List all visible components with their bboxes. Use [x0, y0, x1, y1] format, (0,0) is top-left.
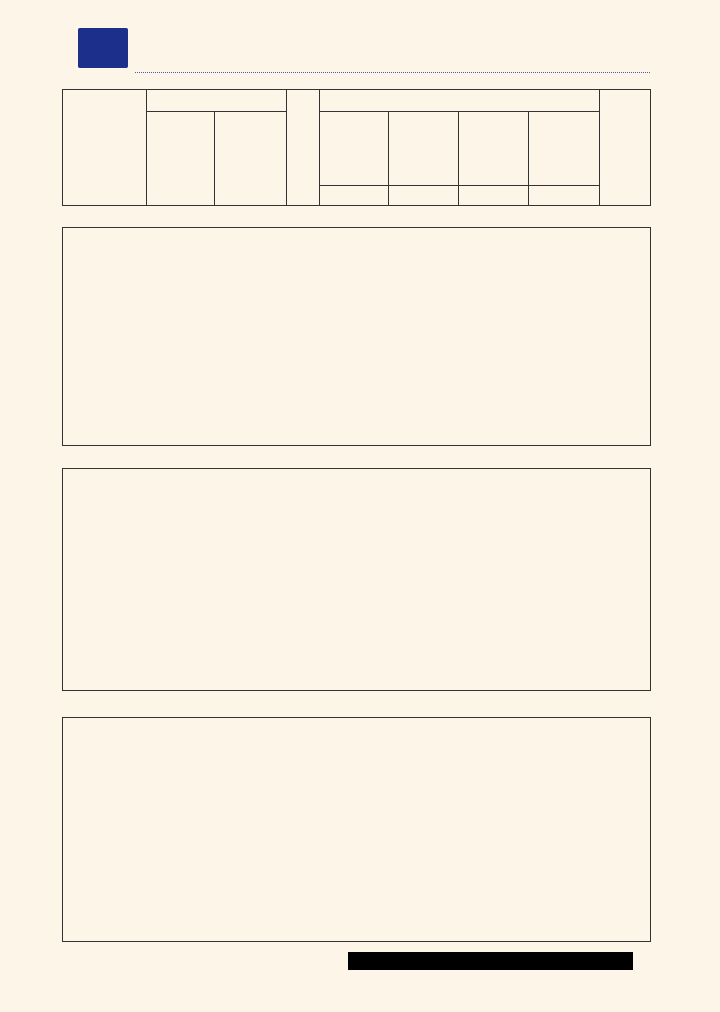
url-band [348, 952, 633, 970]
typ-label [320, 186, 388, 206]
dark-current-header [529, 112, 599, 186]
min-label [459, 186, 529, 206]
viewing-angle-header [599, 90, 650, 206]
wavelength-header [214, 112, 286, 206]
company-logo [78, 28, 128, 68]
chip-header [147, 90, 287, 112]
product-block-1 [62, 227, 651, 446]
material-header [147, 112, 214, 206]
part-number-header [63, 90, 147, 206]
light-current-header [320, 112, 388, 186]
electrical-header [320, 90, 599, 112]
title-rule [135, 72, 650, 73]
product-block-2 [62, 468, 651, 691]
max-label [388, 186, 458, 206]
max-label [529, 186, 599, 206]
footer-bar [78, 952, 633, 970]
spec-header-table [62, 89, 651, 206]
lens-color-header [287, 90, 320, 206]
product-block-3 [62, 717, 651, 942]
saturation-header [388, 112, 458, 186]
breakdown-header [459, 112, 529, 186]
